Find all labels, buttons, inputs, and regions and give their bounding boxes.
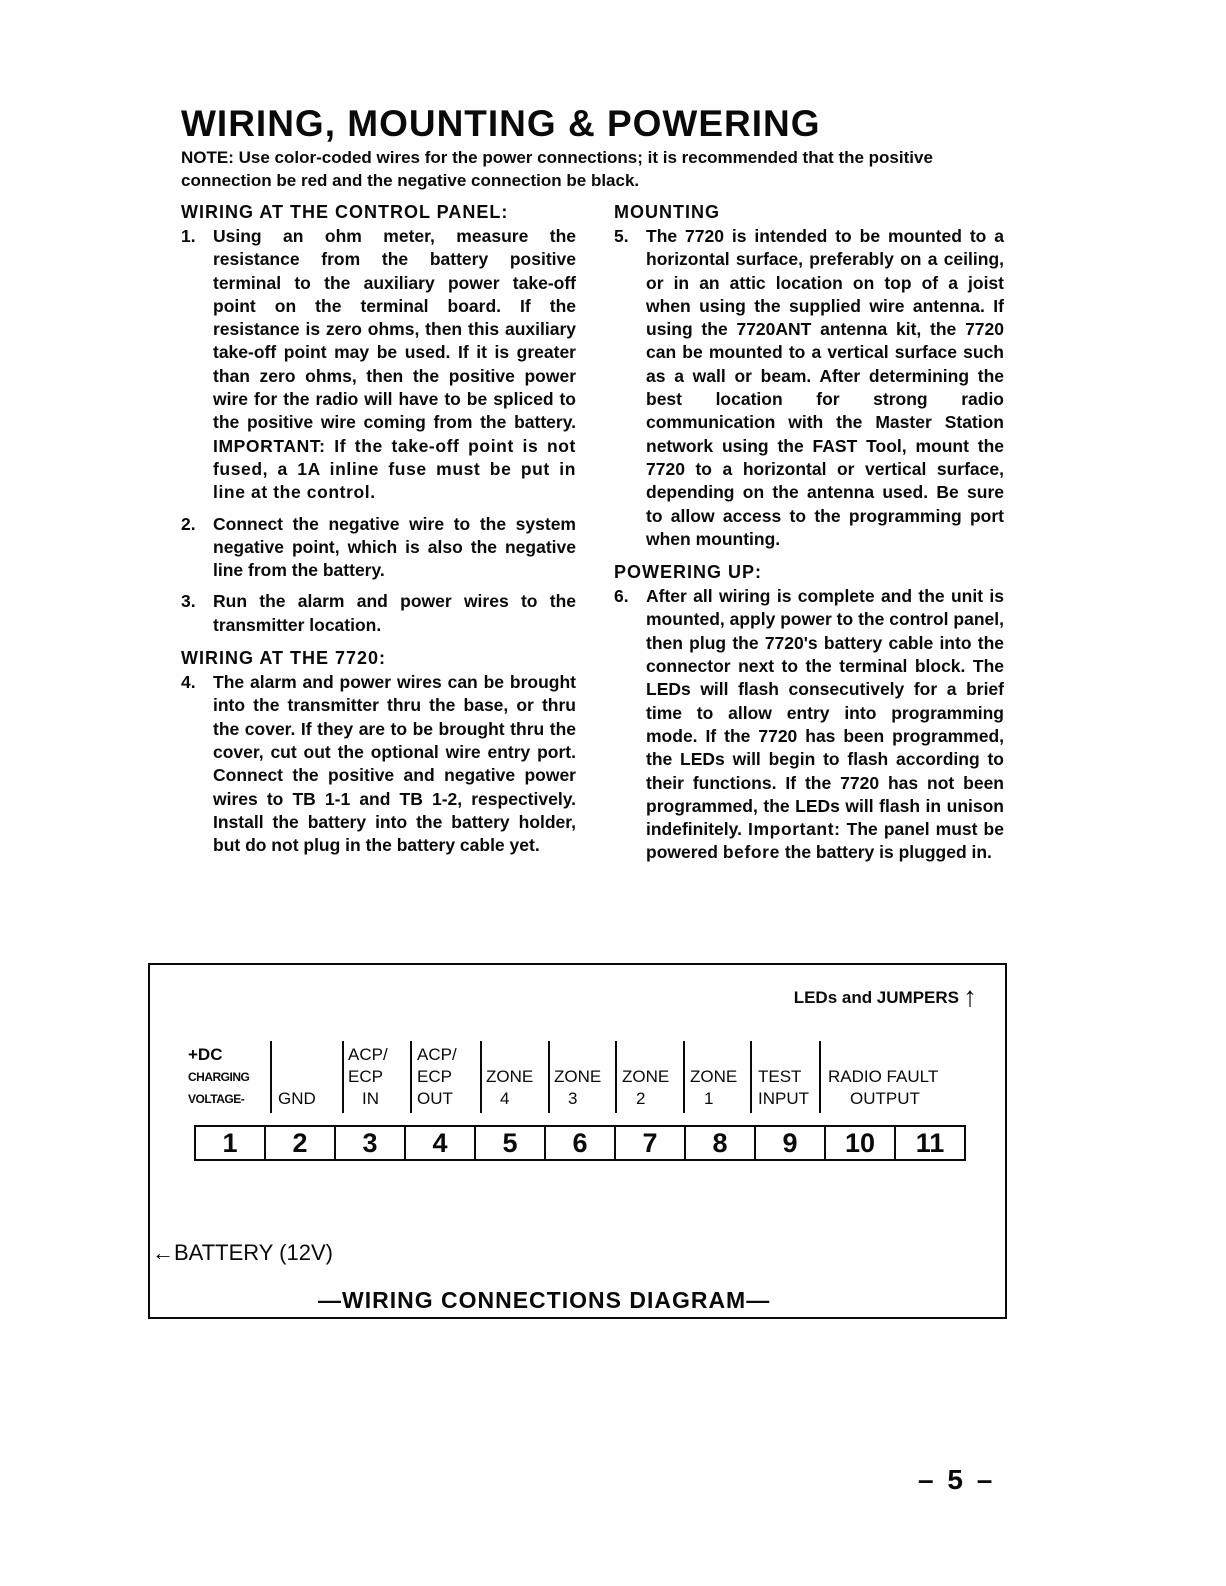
label-line: 2 bbox=[636, 1089, 646, 1108]
section-heading-mounting: MOUNTING bbox=[614, 202, 720, 222]
step-number: 2. bbox=[181, 513, 196, 534]
step-text: Run the alarm and power wires to the transmitter location. bbox=[213, 591, 576, 635]
step-text-end: the battery is plugged in. bbox=[784, 842, 992, 863]
control-panel-steps bbox=[181, 225, 576, 637]
label-line: ACP/ bbox=[417, 1045, 457, 1064]
page-number: – 5 – bbox=[918, 1464, 996, 1495]
important-label: Important: bbox=[748, 819, 841, 840]
divider-line bbox=[410, 1041, 412, 1113]
label-line: GND bbox=[278, 1089, 316, 1108]
step-text: The alarm and power wires can be brought into the transmitter thru the base, or thru the cover. If they are to be brought thru the cover, cut out the optional wire entry port. Connect the positive and negative power wires to TB 1-1 and TB 1-2, respectively. Install the battery into the battery holder, but do not plug in the battery cable yet. bbox=[213, 672, 576, 856]
step-3 bbox=[181, 590, 576, 637]
terminal-label-radio-fault-output bbox=[828, 1066, 938, 1110]
step-text-continued: The panel must be powered bbox=[646, 819, 1004, 863]
terminal-6: 6 bbox=[546, 1127, 616, 1159]
label-line: CHARGING bbox=[188, 1070, 250, 1084]
terminal-8: 8 bbox=[686, 1127, 756, 1159]
terminal-label-acp-ecp-out bbox=[417, 1044, 457, 1110]
label-line: ECP bbox=[348, 1067, 383, 1086]
label-line: OUT bbox=[417, 1089, 453, 1108]
label-line: OUTPUT bbox=[850, 1089, 920, 1108]
right-column bbox=[614, 200, 1004, 874]
label-line: ACP/ bbox=[348, 1045, 388, 1064]
label-line: 4 bbox=[500, 1089, 510, 1108]
diagram-caption: —WIRING CONNECTIONS DIAGRAM— bbox=[318, 1287, 771, 1313]
battery-label-text: BATTERY (12V) bbox=[174, 1240, 333, 1265]
terminal-1: 1 bbox=[196, 1127, 266, 1159]
label-line: 1 bbox=[704, 1089, 714, 1108]
step-number: 5. bbox=[614, 226, 629, 246]
label-line: INPUT bbox=[758, 1089, 809, 1108]
step-1 bbox=[181, 225, 576, 505]
step-number: 6. bbox=[614, 586, 629, 607]
terminal-10: 10 bbox=[826, 1127, 896, 1159]
divider-line bbox=[480, 1041, 482, 1113]
step-5 bbox=[614, 225, 1004, 551]
before-emphasis: before bbox=[722, 842, 780, 863]
divider-line bbox=[342, 1041, 344, 1113]
terminal-block bbox=[194, 1125, 966, 1161]
divider-line bbox=[683, 1041, 685, 1113]
left-column bbox=[181, 200, 576, 866]
up-arrow-icon: ↑ bbox=[963, 981, 977, 1012]
wiring-connections-diagram bbox=[148, 963, 1007, 1319]
terminal-label-zone-4 bbox=[486, 1066, 533, 1110]
terminal-label-acp-ecp-in bbox=[348, 1044, 388, 1110]
left-arrow-icon: ← bbox=[152, 1240, 174, 1265]
step-2 bbox=[181, 513, 576, 583]
leds-label-text: LEDs and JUMPERS bbox=[793, 988, 959, 1007]
divider-line bbox=[750, 1041, 752, 1113]
terminal-label-zone-1 bbox=[690, 1066, 737, 1110]
divider-line bbox=[548, 1041, 550, 1113]
label-line: TEST bbox=[758, 1067, 802, 1086]
mounting-steps bbox=[614, 225, 1004, 551]
label-line: ZONE bbox=[690, 1067, 738, 1086]
step-6 bbox=[614, 585, 1004, 865]
divider-line bbox=[615, 1041, 617, 1113]
terminal-label-zone-3 bbox=[554, 1066, 601, 1110]
terminal-label-dc-charging bbox=[188, 1044, 249, 1110]
section-heading-powering-up: POWERING UP: bbox=[614, 562, 763, 583]
leds-and-jumpers-label bbox=[794, 981, 977, 1013]
battery-label bbox=[152, 1240, 333, 1266]
step-text: The 7720 is intended to be mounted to a horizontal surface, preferably on a ceiling, or in an attic location on top of a joist when using the supplied wire antenna. If using the 7720ANT antenna kit, the 7720 can be mounted to a vertical surface such as a wall or beam. After determining the best location for strong radio communication with the Master Station network using the FAST Tool, mount the 7720 to a horizontal or vertical surface, depending on the antenna used. Be sure to allow access to the programming port when mounting. bbox=[646, 226, 1004, 549]
terminal-4: 4 bbox=[406, 1127, 476, 1159]
step-text: Using an ohm meter, measure the resistance from the battery positive terminal to the auxiliary power take-off point on the terminal board. If the resistance is zero ohms, then this auxiliary take-off point may be used. If it is greater than zero ohms, then the positive power wire for the radio will have to be spliced to the positive wire coming from the battery. bbox=[213, 226, 576, 433]
terminal-label-gnd bbox=[278, 1088, 316, 1110]
terminal-3: 3 bbox=[336, 1127, 406, 1159]
page-title: WIRING, MOUNTING & POWERING bbox=[181, 103, 821, 144]
step-number: 4. bbox=[181, 672, 196, 693]
wiring-7720-steps bbox=[181, 671, 576, 857]
step-4 bbox=[181, 671, 576, 857]
step-number: 3. bbox=[181, 591, 196, 612]
section-heading-control-panel: WIRING AT THE CONTROL PANEL: bbox=[181, 202, 509, 222]
label-line: ZONE bbox=[486, 1067, 534, 1086]
label-line: RADIO FAULT bbox=[828, 1067, 939, 1086]
label-line: IN bbox=[362, 1089, 379, 1108]
label-line: VOLTAGE- bbox=[188, 1092, 245, 1106]
terminal-label-test-input bbox=[758, 1066, 809, 1110]
label-line: 3 bbox=[568, 1089, 578, 1108]
terminal-9: 9 bbox=[756, 1127, 826, 1159]
terminal-11: 11 bbox=[915, 1128, 945, 1158]
step-number: 1. bbox=[181, 226, 196, 246]
label-line: +DC bbox=[188, 1045, 223, 1064]
section-heading-7720: WIRING AT THE 7720: bbox=[181, 648, 387, 669]
color-coding-note: NOTE: Use color-coded wires for the power connections; it is recommended that the positive connection be red and the negative connection be black. bbox=[181, 148, 933, 190]
terminal-label-zone-2 bbox=[622, 1066, 669, 1110]
terminal-5: 5 bbox=[476, 1127, 546, 1159]
terminal-2: 2 bbox=[266, 1127, 336, 1159]
label-line: ZONE bbox=[554, 1067, 602, 1086]
label-line: ECP bbox=[417, 1067, 452, 1086]
important-warning: IMPORTANT: If the take-off point is not fused, a 1A inline fuse must be put in line at the control. bbox=[213, 435, 576, 503]
step-text: After all wiring is complete and the unit is mounted, apply power to the control panel, then plug the 7720's battery cable into the connector next to the terminal block. The LEDs will flash consecutively for a brief time to allow entry into programming mode. If the 7720 has been programmed, the LEDs will begin to flash according to their functions. If the 7720 has not been programmed, the LEDs will flash in unison indefinitely. bbox=[646, 586, 1004, 840]
divider-line bbox=[270, 1041, 272, 1113]
divider-line bbox=[819, 1041, 821, 1113]
step-text: Connect the negative wire to the system negative point, which is also the negative line from the battery. bbox=[213, 513, 576, 581]
terminal-7: 7 bbox=[616, 1127, 686, 1159]
powering-steps bbox=[614, 585, 1004, 865]
label-line: ZONE bbox=[622, 1067, 670, 1086]
